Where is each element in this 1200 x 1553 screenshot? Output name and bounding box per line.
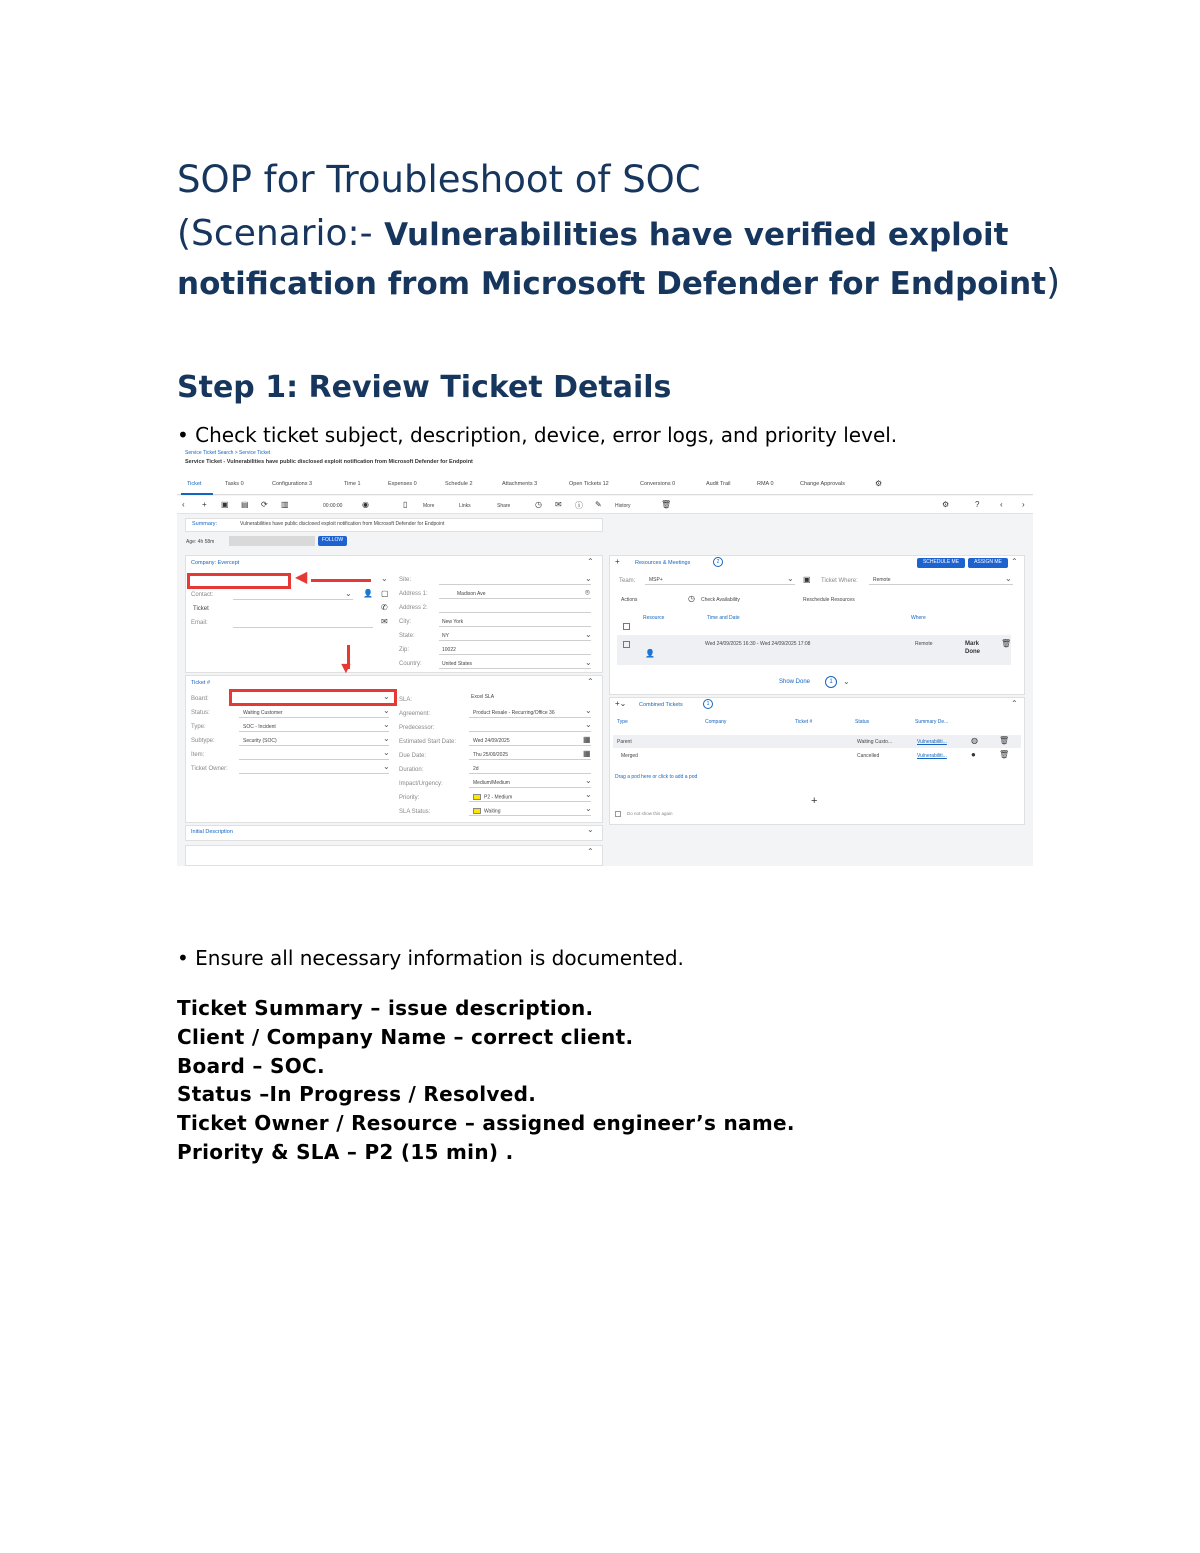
city-input[interactable] — [439, 626, 591, 627]
field-board: Board – SOC. — [177, 1053, 325, 1078]
priority-label: Priority: — [399, 795, 420, 801]
state-value: NY — [442, 633, 449, 639]
combined-row1-status: Waiting Custo... — [857, 739, 893, 745]
bullet-ensure-documented: • Ensure all necessary information is documented. — [177, 946, 684, 970]
toolbar — [177, 496, 1033, 514]
sla-status-label: SLA Status: — [399, 809, 431, 815]
sla-status-value-wrap — [473, 808, 501, 814]
address1-value: Madison Ave — [457, 591, 486, 597]
duration-value: 2d — [473, 766, 479, 772]
sla-status-value: Waiting — [484, 808, 501, 815]
ticket-owner-label: Ticket Owner: — [191, 766, 228, 772]
menu-share[interactable]: Share — [497, 503, 511, 509]
zip-label: Zip: — [399, 647, 410, 653]
impact-dropdown-icon[interactable]: ⌄ — [585, 776, 592, 785]
country-value: United States — [442, 661, 473, 667]
expand-description-icon[interactable]: ⌄ — [587, 825, 594, 834]
combined-col-ticket: Ticket # — [795, 719, 813, 725]
site-input[interactable] — [439, 584, 591, 585]
zip-value: 10022 — [442, 647, 456, 653]
field-client-company: Client / Company Name – correct client. — [177, 1024, 634, 1049]
agreement-value: Product Resale - Recurring/Office 36 — [473, 710, 555, 716]
team-dropdown-icon[interactable]: ⌄ — [787, 574, 794, 583]
calendar-icon[interactable]: ▣ — [803, 575, 811, 584]
timer-display: 00:00:00 — [323, 503, 343, 509]
resource-row-checkbox[interactable] — [623, 641, 630, 648]
contact-dropdown-icon[interactable]: ⌄ — [345, 589, 352, 598]
resource-column-header: Resource — [643, 615, 665, 621]
arrow-to-company — [311, 579, 371, 582]
combined-row2-status: Cancelled — [857, 753, 880, 759]
tab-expenses[interactable]: Expenses 0 — [388, 481, 417, 487]
zip-input[interactable] — [439, 654, 591, 655]
combined-col-summary: Summary De... — [915, 719, 949, 725]
settings-gear-icon[interactable]: ⚙ — [875, 479, 883, 488]
subtype-label: Subtype: — [191, 738, 215, 744]
availability-clock-icon[interactable]: ◷ — [688, 594, 695, 603]
company-dropdown-icon[interactable]: ⌄ — [381, 574, 388, 583]
country-label: Country: — [399, 661, 422, 667]
drop-pod-hint[interactable]: Drag a pod here or click to add a pod — [615, 774, 698, 780]
combined-count-badge: 1 — [703, 699, 713, 709]
company-name-highlight — [187, 573, 291, 589]
mark-done-link[interactable]: Mark Done — [965, 641, 980, 655]
priority-dropdown-icon[interactable]: ⌄ — [585, 790, 592, 799]
agreement-dropdown-icon[interactable]: ⌄ — [585, 706, 592, 715]
row2-delete-icon[interactable]: 🗑 — [999, 750, 1010, 759]
sla-status-dropdown-icon[interactable]: ⌄ — [585, 804, 592, 813]
agreement-label: Agreement: — [399, 711, 431, 717]
ticket-number-header: Ticket # — [191, 680, 211, 686]
est-start-input[interactable] — [469, 745, 591, 746]
collapse-combined-icon[interactable]: ⌃ — [1011, 699, 1018, 708]
state-dropdown-icon[interactable]: ⌄ — [585, 630, 592, 639]
reschedule-resources-link[interactable]: Reschedule Resources — [803, 597, 855, 603]
team-input[interactable] — [645, 584, 795, 585]
initial-description-panel[interactable] — [185, 825, 603, 841]
state-input[interactable] — [439, 640, 591, 641]
impact-input[interactable] — [469, 787, 591, 788]
row1-delete-icon[interactable]: 🗑 — [999, 736, 1010, 745]
show-done-count-badge: 1 — [825, 676, 837, 688]
scenario-suffix: ) — [1046, 262, 1061, 303]
breadcrumb[interactable]: Service Ticket Search > Service Ticket — [185, 450, 271, 456]
scenario-text: Vulnerabilities have verified exploit notification from Microsoft Defender for Endpoint — [177, 217, 1047, 302]
prev-icon[interactable]: ‹ — [1000, 500, 1003, 509]
menu-more[interactable]: More — [423, 503, 435, 509]
tab-ticket[interactable]: Ticket — [187, 481, 202, 487]
collapse-company-icon[interactable]: ⌃ — [587, 557, 594, 566]
notes-panel — [185, 845, 603, 866]
due-date-label: Due Date: — [399, 753, 427, 759]
combined-row2-summary[interactable]: Vulnerabiliti... — [917, 753, 947, 759]
add-icon[interactable]: + — [202, 500, 207, 509]
print-icon[interactable]: ▥ — [281, 500, 289, 509]
email-input[interactable] — [233, 627, 373, 628]
due-date-value: Thu 25/09/2025 — [473, 752, 509, 758]
where-column-header: Where — [911, 615, 926, 621]
ticket-screenshot — [177, 449, 1033, 866]
est-start-value: Wed 24/09/2025 — [473, 738, 510, 744]
sla-label: SLA: — [399, 697, 413, 703]
edit-icon[interactable]: ✎ — [595, 500, 602, 509]
sla-status-input[interactable] — [469, 815, 591, 816]
team-label: Team: — [619, 578, 636, 584]
tab-change-approvals[interactable]: Change Approvals — [800, 481, 845, 487]
combined-col-status: Status — [855, 719, 870, 725]
arrow-left-head-icon: ◀ — [295, 569, 308, 586]
time-column-header: Time and Date — [707, 615, 740, 621]
city-label: City: — [399, 619, 411, 625]
step1-heading: Step 1: Review Ticket Details — [177, 370, 672, 405]
priority-input[interactable] — [469, 801, 591, 802]
ticket-owner-input[interactable] — [239, 773, 389, 774]
field-ticket-owner: Ticket Owner / Resource – assigned engineer’s name. — [177, 1111, 795, 1136]
resource-delete-icon[interactable]: 🗑 — [1001, 639, 1012, 648]
contact-note-icon[interactable]: ▢ — [381, 589, 389, 598]
document-icon[interactable]: ▯ — [403, 500, 408, 509]
type-dropdown-icon[interactable]: ⌄ — [383, 720, 390, 729]
table-row[interactable] — [613, 749, 1021, 762]
resource-time-value: Wed 24/09/2025 16:30 - Wed 24/09/2025 17:08 — [705, 641, 811, 647]
ticket-small-label: Ticket — [193, 606, 209, 612]
duration-input[interactable] — [469, 773, 591, 774]
actions-menu[interactable]: Actions — [621, 597, 638, 603]
combined-col-type: Type — [617, 719, 628, 725]
email-label: Email: — [191, 620, 208, 626]
menu-history[interactable]: History — [615, 503, 631, 509]
add-combined-icon[interactable]: +⌄ — [615, 699, 627, 708]
ticket-header-title: Service Ticket - Vulnerabilities have public disclosed exploit notification from Microsoft Defender for Endpoint — [185, 459, 473, 465]
priority-value: P2 - Medium — [484, 794, 513, 801]
email-field-icon[interactable]: ✉ — [381, 617, 388, 626]
help-icon[interactable]: ? — [975, 500, 980, 509]
summary-label: Summary: — [192, 521, 218, 527]
resources-count-badge: 2 — [713, 557, 723, 567]
dont-show-checkbox[interactable] — [615, 811, 621, 817]
tab-rma[interactable]: RMA 0 — [757, 481, 774, 487]
combined-row1-summary[interactable]: Vulnerabiliti... — [917, 739, 947, 745]
resources-header: Resources & Meetings — [635, 560, 691, 566]
combined-col-company: Company — [705, 719, 727, 725]
play-icon[interactable]: ◉ — [362, 500, 369, 509]
tab-configurations[interactable]: Configurations 3 — [272, 481, 313, 487]
field-status: Status –In Progress / Resolved. — [177, 1082, 537, 1107]
site-dropdown-icon[interactable]: ⌄ — [585, 574, 592, 583]
country-input[interactable] — [439, 668, 591, 669]
select-all-checkbox[interactable] — [623, 623, 630, 630]
tab-conversions[interactable]: Conversions 0 — [640, 481, 676, 487]
field-ticket-summary: Ticket Summary – issue description. — [177, 996, 594, 1020]
impact-label: Impact/Urgency: — [399, 781, 443, 787]
est-start-label: Estimated Start Date: — [399, 739, 457, 745]
resource-avatar-icon: 👤 — [645, 649, 655, 658]
menu-links[interactable]: Links — [459, 503, 471, 509]
board-label: Board: — [191, 696, 209, 702]
priority-color-swatch — [473, 794, 481, 800]
collapse-resources-icon[interactable]: ⌃ — [1011, 557, 1018, 566]
site-label: Site: — [399, 577, 412, 583]
address2-input[interactable] — [439, 612, 591, 613]
status-bar-placeholder — [229, 536, 315, 546]
ticket-where-value: Remote — [873, 577, 891, 583]
status-label: Status: — [191, 710, 210, 716]
state-label: State: — [399, 633, 415, 639]
summary-value: Vulnerabilities have public disclosed exploit notification from Microsoft Defender for Endpoint — [240, 521, 445, 527]
info-icon[interactable]: ⓘ — [575, 501, 583, 510]
item-dropdown-icon[interactable]: ⌄ — [383, 748, 390, 757]
tab-active-indicator — [181, 493, 213, 495]
schedule-me-button[interactable]: SCHEDULE ME — [917, 558, 965, 568]
email-icon[interactable]: ✉ — [555, 500, 562, 509]
show-done-link[interactable]: Show Done — [779, 679, 811, 685]
address2-label: Address 2: — [399, 605, 428, 611]
country-dropdown-icon[interactable]: ⌄ — [585, 658, 592, 667]
delete-icon[interactable]: 🗑 — [661, 500, 672, 509]
resource-where-value: Remote — [915, 641, 933, 647]
assign-me-button[interactable]: ASSIGN ME — [968, 558, 1008, 568]
resources-panel — [609, 555, 1025, 695]
due-date-calendar-icon[interactable]: ▦ — [583, 749, 591, 758]
resource-row[interactable] — [617, 635, 1011, 665]
scenario-prefix: (Scenario:- — [177, 213, 385, 254]
predecessor-dropdown-icon[interactable]: ⌄ — [585, 720, 592, 729]
collapse-notes-icon[interactable]: ⌃ — [587, 847, 594, 856]
contact-person-icon[interactable]: 👤 — [363, 589, 373, 598]
phone-icon[interactable]: ✆ — [381, 603, 388, 612]
show-done-dropdown-icon[interactable]: ⌄ — [843, 677, 850, 686]
priority-value-wrap — [473, 794, 512, 800]
contact-input[interactable] — [233, 599, 353, 600]
sla-value: Excel SLA — [471, 694, 495, 700]
ticket-where-input[interactable] — [869, 584, 1013, 585]
arrow-down-head-icon: ▼ — [338, 660, 354, 677]
address1-label: Address 1: — [399, 591, 428, 597]
field-priority-sla: Priority & SLA – P2 (15 min) . — [177, 1139, 514, 1164]
table-row[interactable] — [613, 735, 1021, 748]
scenario-heading — [177, 210, 1077, 308]
back-icon[interactable]: ‹ — [182, 500, 185, 509]
subtype-input[interactable] — [239, 745, 389, 746]
collapse-ticket-icon[interactable]: ⌃ — [587, 677, 594, 686]
document-title: SOP for Troubleshoot of SOC — [177, 158, 701, 201]
impact-value: Medium/Medium — [473, 780, 510, 786]
type-value: SOC - Incident — [243, 724, 276, 730]
tab-audit-trail[interactable]: Audit Trail — [706, 481, 731, 487]
add-resource-icon[interactable]: + — [615, 557, 620, 566]
subtype-dropdown-icon[interactable]: ⌄ — [383, 734, 390, 743]
city-value: New York — [442, 619, 464, 625]
globe-filled-icon[interactable]: ● — [971, 750, 976, 759]
item-input[interactable] — [239, 759, 389, 760]
gear-icon[interactable]: ⚙ — [942, 500, 950, 509]
sla-status-color-swatch — [473, 808, 481, 814]
board-dropdown-icon[interactable]: ⌄ — [383, 692, 390, 701]
map-pin-icon[interactable]: ⌾ — [585, 588, 590, 597]
status-dropdown-icon[interactable]: ⌄ — [383, 706, 390, 715]
combined-row2-type: Merged — [621, 753, 638, 759]
board-highlight — [229, 689, 397, 706]
team-value: MSP+ — [649, 577, 663, 583]
predecessor-input[interactable] — [469, 731, 591, 732]
tab-open-tickets[interactable]: Open Tickets 12 — [569, 481, 609, 487]
status-value: Waiting Customer — [243, 710, 283, 716]
initial-description-label: Initial Description — [191, 829, 233, 835]
ticket-age: Age: 4h 58m — [186, 539, 215, 545]
subtype-value: Security (SOC) — [243, 738, 277, 744]
company-header: Company: Evercept — [191, 560, 240, 566]
combined-tickets-header: Combined Tickets — [639, 702, 683, 708]
duration-label: Duration: — [399, 767, 424, 773]
next-icon[interactable]: › — [1022, 500, 1025, 509]
type-label: Type: — [191, 724, 206, 730]
save-close-icon[interactable]: ▤ — [241, 500, 249, 509]
refresh-icon[interactable]: ⟳ — [261, 500, 268, 509]
tab-attachments[interactable]: Attachments 3 — [502, 481, 538, 487]
status-input[interactable] — [239, 717, 389, 718]
type-input[interactable] — [239, 731, 389, 732]
dont-show-label: Do not show this again — [627, 811, 673, 816]
agreement-input[interactable] — [469, 717, 591, 718]
globe-icon[interactable]: ◍ — [971, 736, 978, 745]
ticket-where-dropdown-icon[interactable]: ⌄ — [1005, 574, 1012, 583]
est-start-calendar-icon[interactable]: ▦ — [583, 735, 591, 744]
combined-row1-type: Parent — [617, 739, 632, 745]
check-availability-link[interactable]: Check Availability — [701, 597, 740, 603]
contact-label: Contact: — [191, 592, 214, 598]
clock-icon[interactable]: ◷ — [535, 500, 542, 509]
follow-button[interactable]: FOLLOW — [318, 536, 347, 546]
add-pod-icon[interactable]: + — [811, 795, 818, 807]
required-fields-list — [177, 994, 795, 1167]
item-label: Item: — [191, 752, 205, 758]
tab-time[interactable]: Time 1 — [344, 481, 361, 487]
save-icon[interactable]: ▣ — [221, 500, 229, 509]
predecessor-label: Predecessor: — [399, 725, 435, 731]
ticket-owner-dropdown-icon[interactable]: ⌄ — [383, 762, 390, 771]
ticket-where-label: Ticket Where: — [821, 578, 858, 584]
due-date-input[interactable] — [469, 759, 591, 760]
bullet-check-ticket: • Check ticket subject, description, device, error logs, and priority level. — [177, 423, 898, 447]
tab-tasks[interactable]: Tasks 0 — [225, 481, 244, 487]
address1-input[interactable] — [439, 598, 591, 599]
tab-schedule[interactable]: Schedule 2 — [445, 481, 473, 487]
